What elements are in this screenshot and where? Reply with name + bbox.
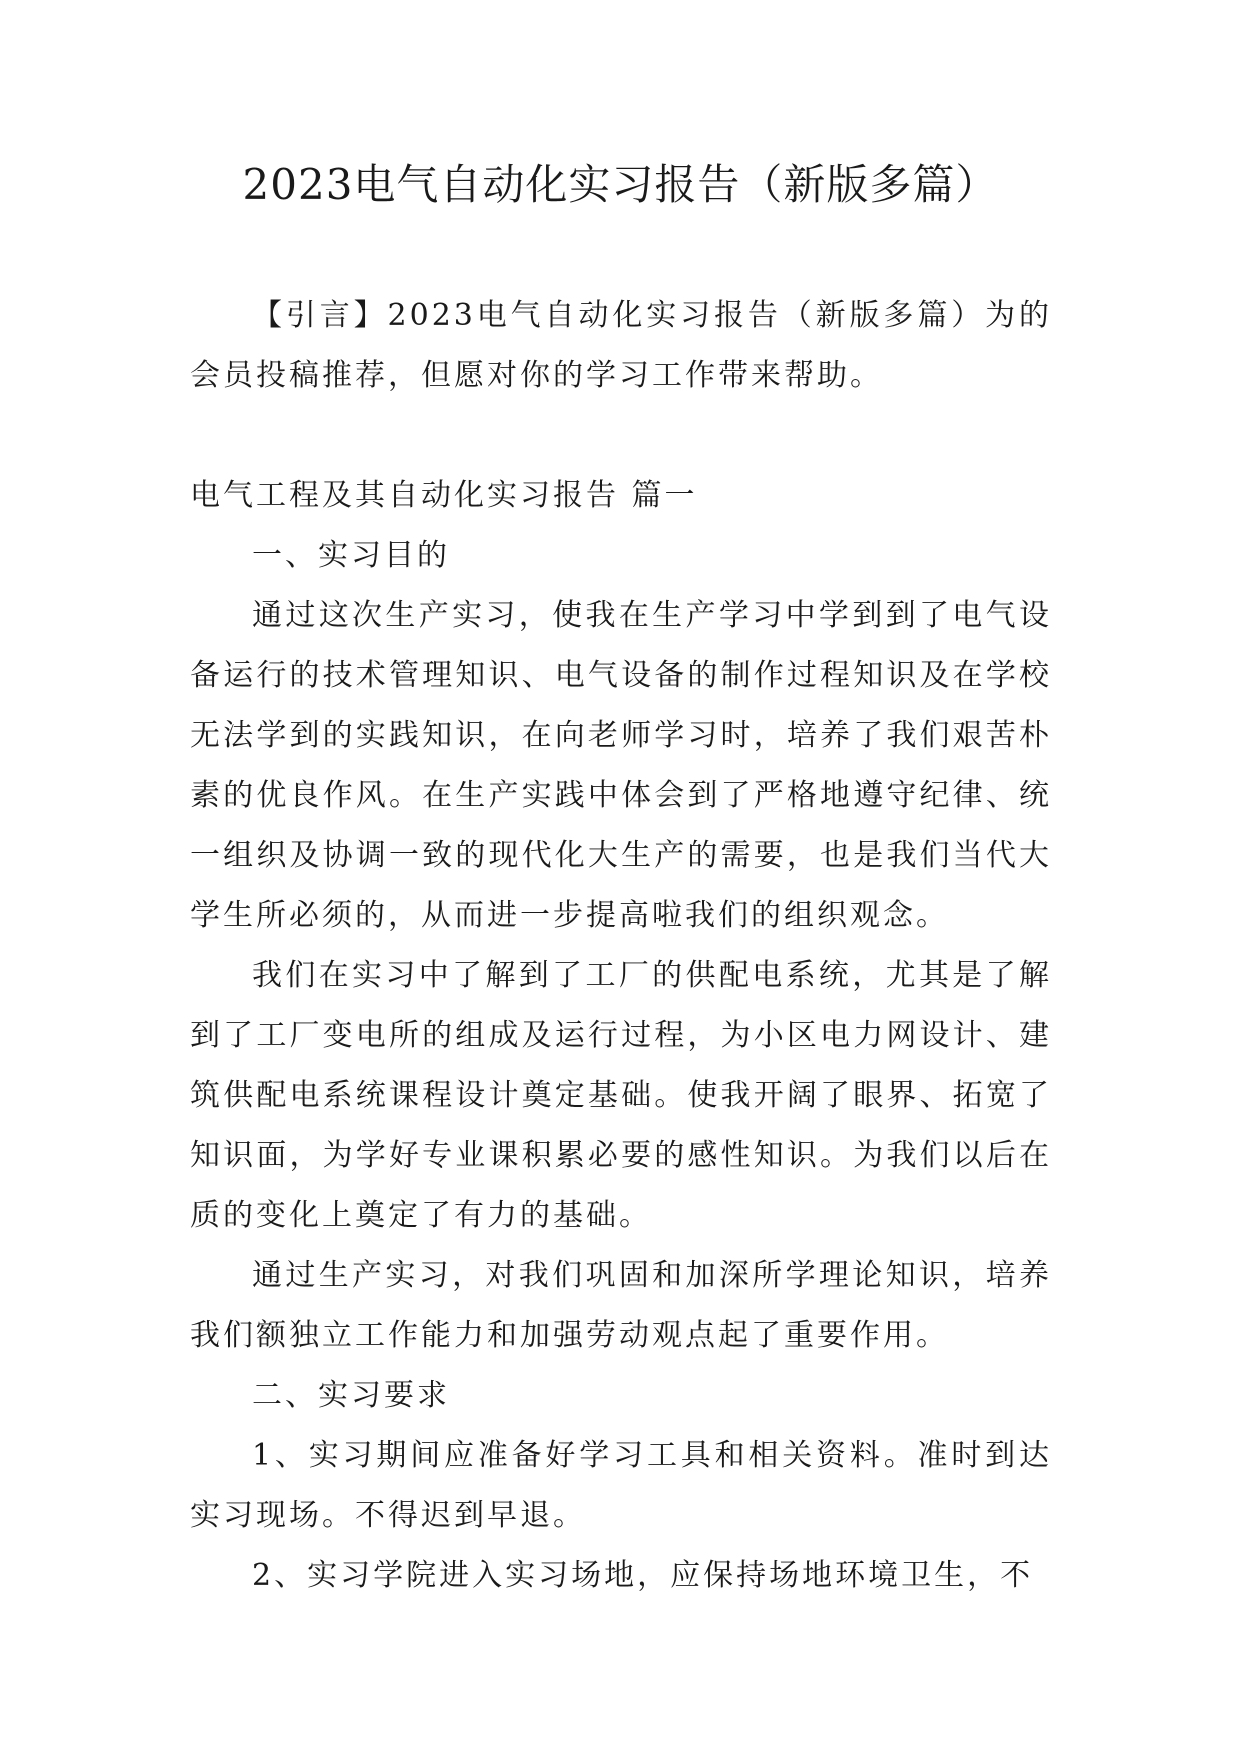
heading-purpose: 一、实习目的: [252, 538, 450, 573]
document-title: 2023电气自动化实习报告（新版多篇）: [242, 160, 999, 209]
list-item: 2、实习学院进入实习场地，应保持场地环境卫生，不: [252, 1558, 1034, 1593]
section-title: 电气工程及其自动化实习报告 篇一: [190, 478, 698, 513]
paragraph: 通过这次生产实习，使我在生产学习中学到到了电气设备运行的技术管理知识、电气设备的制作过程知识及在学校无法学到的实践知识，在向老师学习时，培养了我们艰苦朴素的优良作风。在生产实践中体会到了严格地遵守纪律、统一组织及协调一致的现代化大生产的需要，也是我们当代大学生所必须的，从而进一步提高啦我们的组织观念。: [190, 598, 1052, 933]
paragraph: 我们在实习中了解到了工厂的供配电系统，尤其是了解到了工厂变电所的组成及运行过程，为小区电力网设计、建筑供配电系统课程设计奠定基础。使我开阔了眼界、拓宽了知识面，为学好专业课积累必要的感性知识。为我们以后在质的变化上奠定了有力的基础。: [190, 958, 1052, 1233]
paragraph: 通过生产实习，对我们巩固和加深所学理论知识，培养我们额独立工作能力和加强劳动观点起了重要作用。: [190, 1258, 1052, 1353]
heading-requirements: 二、实习要求: [252, 1378, 450, 1413]
list-item: 1、实习期间应准备好学习工具和相关资料。准时到达实习现场。不得迟到早退。: [190, 1438, 1052, 1533]
document-body: [190, 286, 1052, 1606]
intro-paragraph: 【引言】2023电气自动化实习报告（新版多篇）为的会员投稿推荐，但愿对你的学习工作带来帮助。: [190, 298, 1052, 393]
